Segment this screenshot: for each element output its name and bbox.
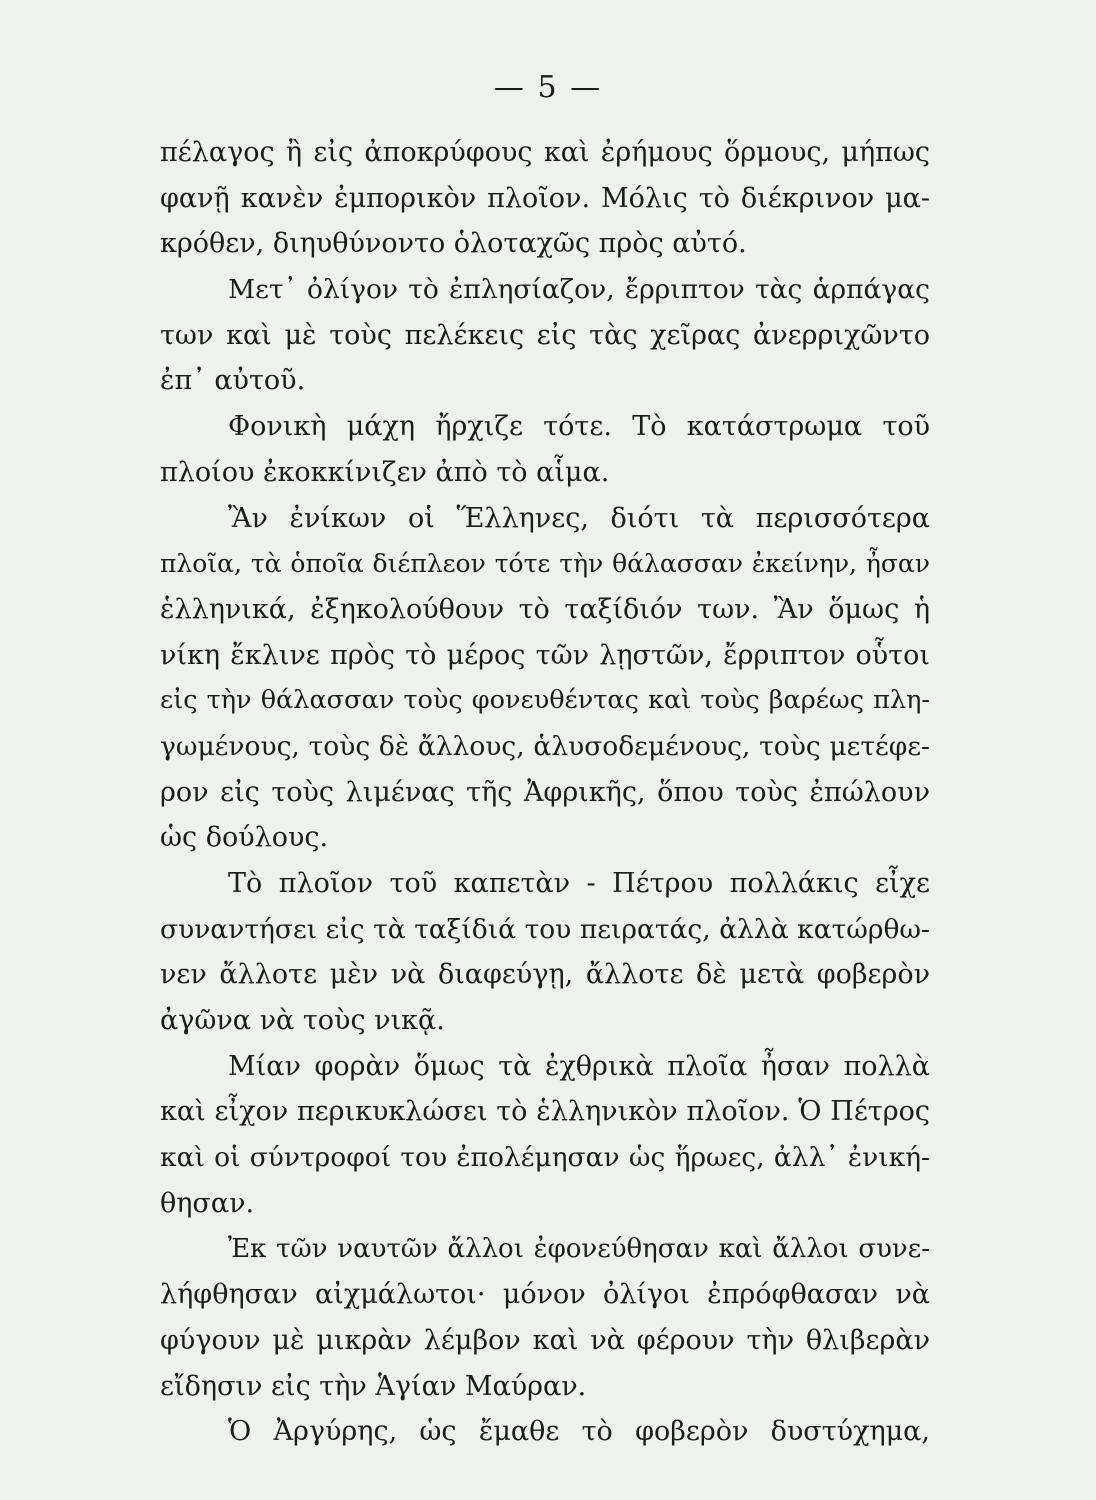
text-line: φανῇ κανὲν ἐμπορικὸν πλοῖον. Μόλις τὸ διέκρινον μα-: [160, 182, 930, 214]
text-line: πλοίου ἐκοκκίνιζεν ἀπὸ τὸ αἷμα.: [160, 456, 610, 488]
text-line: θησαν.: [160, 1187, 255, 1219]
text-line: εἴδησιν εἰς τὴν Ἁγίαν Μαύραν.: [160, 1370, 587, 1402]
text-line: Ἐκ τῶν ναυτῶν ἄλλοι ἐφονεύθησαν καὶ ἄλλοι συνε-: [228, 1233, 930, 1264]
text-line: ὡς δούλους.: [160, 822, 329, 854]
text-line: Φονικὴ μάχη ἤρχιζε τότε. Τὸ κατάστρωμα τοῦ: [228, 411, 930, 443]
text-line: πλοῖα, τὰ ὁποῖα διέπλεον τότε τὴν θάλασσαν ἐκείνην, ἦσαν: [160, 549, 930, 579]
text-line: των καὶ μὲ τοὺς πελέκεις εἰς τὰς χεῖρας ἀνερριχῶντο: [160, 319, 930, 351]
text-line: λήφθησαν αἰχμάλωτοι· μόνον ὀλίγοι ἐπρόφθασαν νὰ: [160, 1279, 930, 1311]
text-line: γωμένους, τοὺς δὲ ἄλλους, ἁλυσοδεμένους, τοὺς μετέφε-: [160, 730, 930, 762]
text-line: φύγουν μὲ μικρὰν λέμβον καὶ νὰ φέρουν τὴν θλιβερὰν: [160, 1324, 930, 1356]
text-line: καὶ οἱ σύντροφοί του ἐπολέμησαν ὡς ἥρωες, ἀλλ᾽ ἐνική-: [160, 1142, 930, 1174]
text-line: εἰς τὴν θάλασσαν τοὺς φονευθέντας καὶ τοὺς βαρέως πλη-: [160, 685, 930, 716]
text-line: συναντήσει εἰς τὰ ταξίδιά του πειρατάς, ἀλλὰ κατώρθω-: [160, 913, 930, 945]
text-line: πέλαγος ἢ εἰς ἀποκρύφους καὶ ἐρήμους ὅρμους, μήπως: [160, 137, 930, 168]
text-line: ρον εἰς τοὺς λιμένας τῆς Ἀφρικῆς, ὅπου τοὺς ἐπώλουν: [160, 776, 930, 808]
text-line: Τὸ πλοῖον τοῦ καπετὰν - Πέτρου πολλάκις εἶχε: [228, 868, 930, 899]
body-text: [160, 130, 930, 1455]
text-line: Μετ᾽ ὀλίγον τὸ ἐπλησίαζον, ἔρριπτον τὰς ἁρπάγας: [228, 274, 930, 306]
text-line: νεν ἄλλοτε μὲν νὰ διαφεύγῃ, ἄλλοτε δὲ μετὰ φοβερὸν: [160, 959, 930, 991]
text-line: Μίαν φορὰν ὅμως τὰ ἐχθρικὰ πλοῖα ἦσαν πολλὰ: [228, 1050, 930, 1082]
text-line: Ὁ Ἀργύρης, ὡς ἔμαθε τὸ φοβερὸν δυστύχημα,: [228, 1416, 930, 1448]
text-line: καὶ εἶχον περικυκλώσει τὸ ἑλληνικὸν πλοῖον. Ὁ Πέτρος: [160, 1096, 930, 1128]
text-line: ἑλληνικά, ἐξηκολούθουν τὸ ταξίδιόν των. Ἂν ὅμως ἡ: [160, 593, 930, 625]
text-line: νίκη ἔκλινε πρὸς τὸ μέρος τῶν λῃστῶν, ἔρριπτον οὗτοι: [160, 639, 930, 671]
page-number: — 5 —: [493, 70, 603, 105]
text-line: κρόθεν, διηυθύνοντο ὁλοταχῶς πρὸς αὐτό.: [160, 228, 747, 260]
text-line: ἀγῶνα νὰ τοὺς νικᾷ.: [160, 1005, 445, 1037]
text-line: ἐπ᾽ αὐτοῦ.: [160, 365, 306, 397]
text-line: Ἂν ἐνίκων οἱ Ἕλληνες, διότι τὰ περισσότερα: [228, 502, 930, 534]
